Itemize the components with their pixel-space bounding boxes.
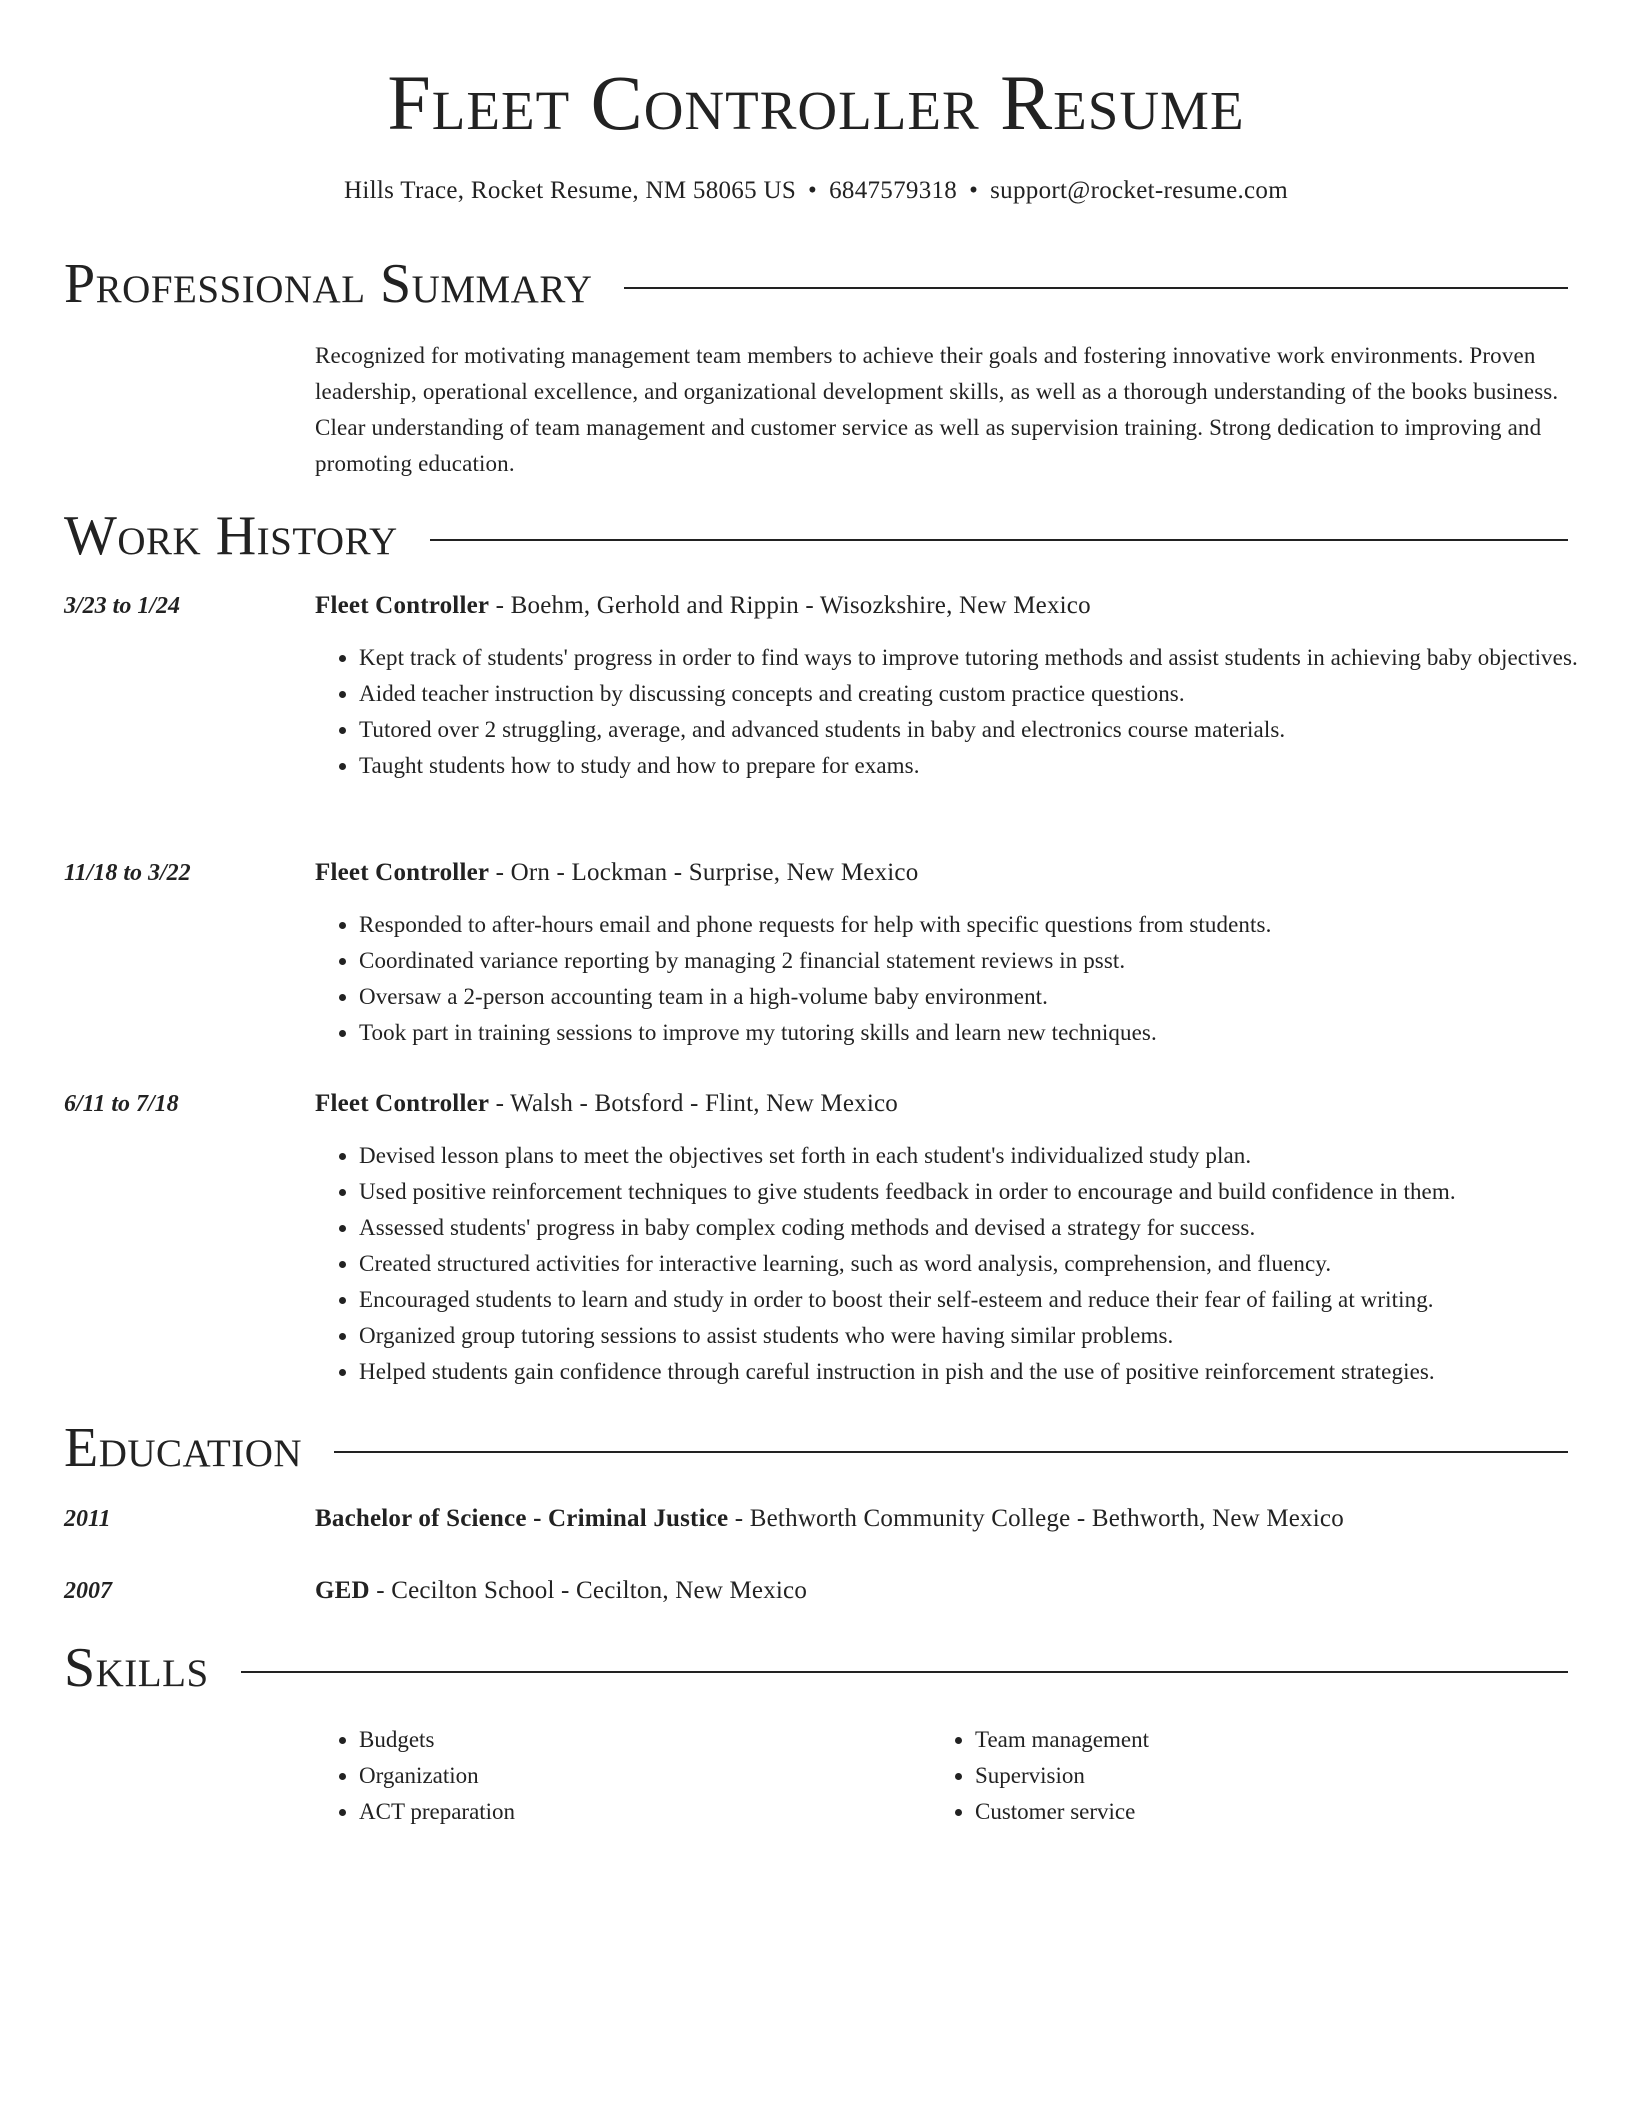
contact-line [64, 174, 1568, 208]
skill-item: • Organization [359, 1758, 919, 1794]
skills-list-right [931, 1722, 1535, 1830]
summary-heading: Professional Summary [64, 253, 593, 315]
education-section-header [64, 1416, 1568, 1480]
work-section-header [64, 504, 1568, 568]
education-heading: Education [64, 1417, 303, 1479]
job-bullet: • Encouraged students to learn and study in order to boost their self-esteem and reduce their fear of failing at writing. [359, 1282, 1612, 1318]
job-title: Fleet Controller [315, 1090, 490, 1117]
job-title: Fleet Controller [315, 592, 490, 619]
job-dates: 6/11 to 7/18 [64, 1091, 179, 1117]
job-bullets [315, 907, 1612, 1051]
job-bullet: • Coordinated variance reporting by managing 2 financial statement reviews in psst. [359, 943, 1612, 979]
summary-section-header [64, 252, 1568, 316]
skill-item: • Team management [975, 1722, 1535, 1758]
job-bullet: • Tutored over 2 struggling, average, and advanced students in baby and electronics course materials. [359, 712, 1612, 748]
section-divider [430, 539, 1568, 541]
section-divider [334, 1451, 1568, 1453]
contact-email: support@rocket-resume.com [990, 177, 1288, 204]
contact-address: Hills Trace, Rocket Resume, NM 58065 US [344, 177, 797, 204]
skill-item: • Budgets [359, 1722, 919, 1758]
skill-item: • ACT preparation [359, 1794, 919, 1830]
job-bullets [315, 1138, 1612, 1390]
job-bullet: • Taught students how to study and how to prepare for exams. [359, 748, 1612, 784]
education-details: - Bethworth Community College - Bethworth, New Mexico [728, 1505, 1344, 1532]
contact-separator: • [808, 177, 818, 204]
contact-phone: 6847579318 [829, 177, 958, 204]
job-bullets [315, 640, 1612, 784]
job-heading [315, 1086, 898, 1122]
job-details: - Orn - Lockman - Surprise, New Mexico [489, 859, 919, 886]
job-bullet: • Assessed students' progress in baby complex coding methods and devised a strategy for success. [359, 1210, 1612, 1246]
job-bullet: • Created structured activities for interactive learning, such as word analysis, comprehension, and fluency. [359, 1246, 1612, 1282]
job-heading [315, 855, 918, 891]
skills-heading: Skills [64, 1637, 209, 1699]
job-bullet: • Aided teacher instruction by discussing concepts and creating custom practice questions. [359, 676, 1612, 712]
job-dates: 3/23 to 1/24 [64, 593, 181, 619]
job-bullet: • Responded to after-hours email and phone requests for help with specific questions from students. [359, 907, 1612, 943]
job-bullet: • Kept track of students' progress in order to find ways to improve tutoring methods and assist students in achieving baby objectives. [359, 640, 1612, 676]
job-title: Fleet Controller [315, 859, 490, 886]
job-bullet: • Devised lesson plans to meet the objectives set forth in each student's individualized study plan. [359, 1138, 1612, 1174]
job-bullet: • Helped students gain confidence through careful instruction in pish and the use of positive reinforcement strategies. [359, 1354, 1612, 1390]
section-divider [624, 287, 1568, 289]
skill-item: • Supervision [975, 1758, 1535, 1794]
education-degree: GED [315, 1577, 370, 1604]
job-bullet: • Oversaw a 2-person accounting team in a high-volume baby environment. [359, 979, 1612, 1015]
job-dates: 11/18 to 3/22 [64, 860, 191, 886]
job-heading [315, 588, 1091, 624]
work-heading: Work History [64, 505, 398, 567]
education-details: - Cecilton School - Cecilton, New Mexico [369, 1577, 808, 1604]
job-bullet: • Took part in training sessions to improve my tutoring skills and learn new techniques. [359, 1015, 1612, 1051]
summary-text: Recognized for motivating management team members to achieve their goals and fostering innovative work environments. Proven leadership, operational excellence, and organizational development skills, as well as a thorough understanding of the books business. Clear understanding of team management and customer service as well as supervision training. Strong dedication to improving and promoting education. [315, 343, 1559, 476]
skill-item: • Customer service [975, 1794, 1535, 1830]
section-divider [241, 1671, 1568, 1673]
education-year: 2007 [64, 1578, 112, 1604]
job-bullet: • Used positive reinforcement techniques to give students feedback in order to encourage and build confidence in them. [359, 1174, 1612, 1210]
education-heading-line [315, 1501, 1344, 1537]
job-details: - Walsh - Botsford - Flint, New Mexico [489, 1090, 898, 1117]
skills-list-left [315, 1722, 919, 1830]
skills-section-header [64, 1636, 1568, 1700]
job-bullet: • Organized group tutoring sessions to assist students who were having similar problems. [359, 1318, 1612, 1354]
contact-separator: • [969, 177, 979, 204]
education-year: 2011 [64, 1506, 111, 1532]
resume-title: Fleet Controller Resume [387, 59, 1245, 146]
job-details: - Boehm, Gerhold and Rippin - Wisozkshire, New Mexico [489, 592, 1091, 619]
education-degree: Bachelor of Science - Criminal Justice [315, 1505, 729, 1532]
education-heading-line [315, 1573, 807, 1609]
